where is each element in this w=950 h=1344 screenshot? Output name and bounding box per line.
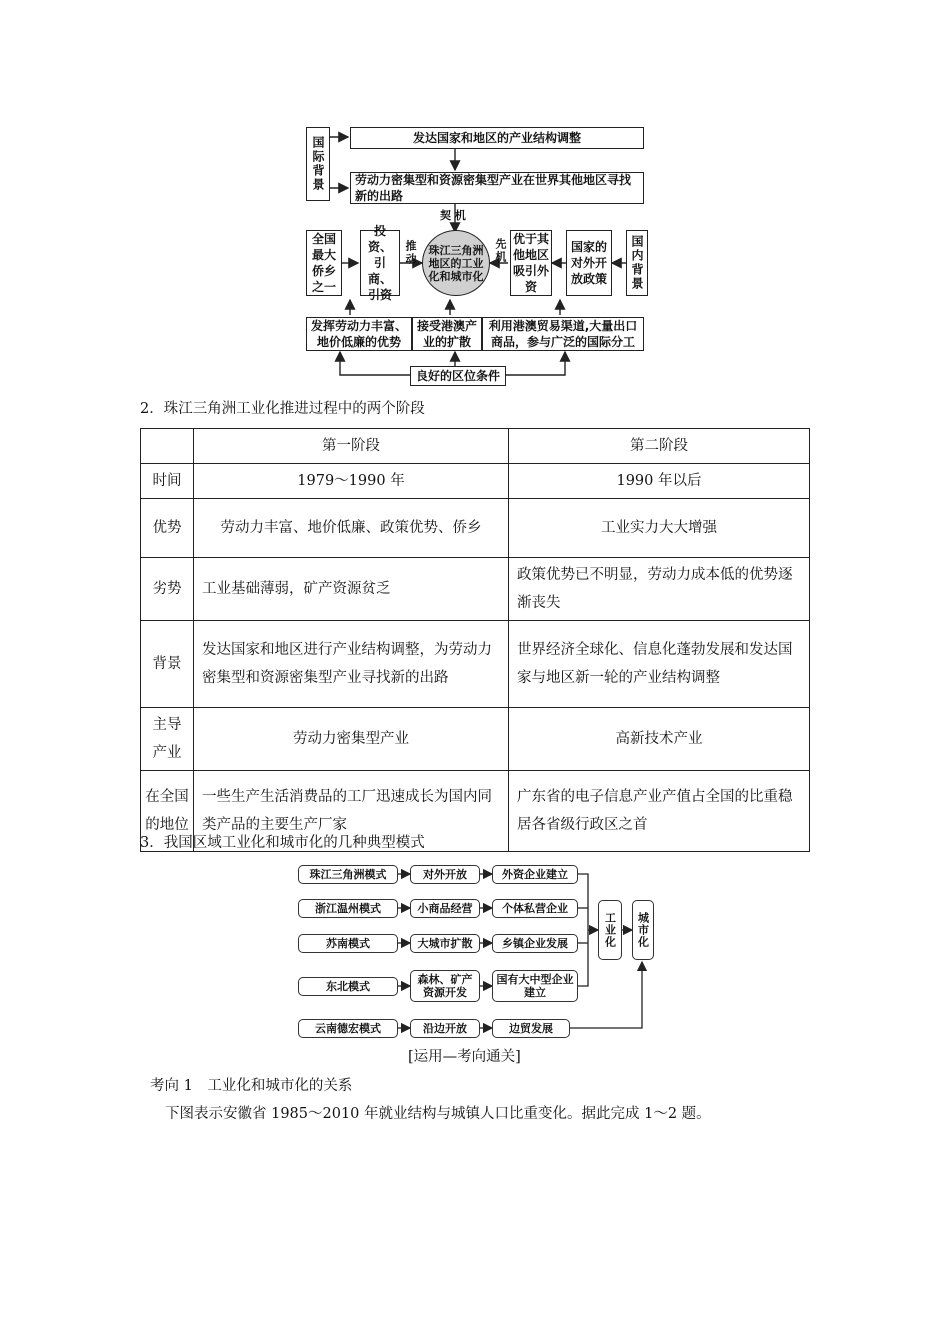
labor-advantage-label: 发挥劳动力丰富、地价低廉的优势 [310,319,407,349]
model-name-box [298,934,398,953]
stage1-cell: 发达国家和地区进行产业结构调整，为劳动力密集型和资源密集型产业寻找新的出路 [194,621,509,708]
urbanization-box [632,900,654,960]
model-result-box [492,970,578,1002]
industrial-adjustment-label: 发达国家和地区的产业结构调整 [412,131,581,145]
attract-investment-label: 优于其他地区吸引外资 [513,232,550,294]
table-header-cell: 第二阶段 [509,429,810,464]
model-result-box [492,934,578,953]
overseas-chinese-label: 全国最大侨乡之一 [311,232,336,294]
location-condition-label: 良好的区位条件 [415,369,500,383]
new-outlet-label: 劳动力密集型和资源密集型产业在世界其他地区寻找新的出路 [355,173,632,203]
row-label: 在全国的地位 [141,771,194,852]
stage2-cell: 工业实力大大增强 [509,499,810,558]
model-result-box [492,899,578,918]
trade-channel-label: 利用港澳贸易渠道,大量出口商品，参与广泛的国际分工 [488,319,638,349]
stage2-cell: 世界经济全球化、信息化蓬勃发展和发达国家与地区新一轮的产业结构调整 [509,621,810,708]
model-name: 东北模式 [326,980,370,993]
model-name-box [298,865,398,884]
model-result: 边贸发展 [509,1022,553,1035]
qiji-label: 契 机 [440,209,466,222]
model-result: 个体私营企业 [502,902,568,915]
stage2-cell: 高新技术产业 [509,708,810,771]
intl-background-label: 国际背景 [311,136,325,192]
row-label: 主导产业 [141,708,194,771]
stage1-cell: 工业基础薄弱，矿产资源贫乏 [194,558,509,621]
xianji-label: 先机 [494,238,507,264]
model-driver-box [410,934,480,953]
stage2-cell: 政策优势已不明显，劳动力成本低的优势逐渐丧失 [509,558,810,621]
model-driver: 小商品经营 [417,902,473,915]
question-intro: 下图表示安徽省 1985～2010 年就业结构与城镇人口比重变化。据此完成 1～2 题。 [165,1106,711,1122]
investment-label: 投资、引商、引资 [367,224,392,302]
section3-title: 3．我国区域工业化和城市化的几种典型模式 [140,835,425,851]
domestic-background-label: 国内背景 [630,235,644,291]
model-name: 苏南模式 [326,937,370,950]
row-label: 劣势 [141,558,194,621]
stage2-cell: 广东省的电子信息产业产值占全国的比重稳居各省级行政区之首 [509,771,810,852]
tuidong-label: 推动 [404,240,417,266]
model-result: 乡镇企业发展 [502,937,568,950]
model-driver: 大城市扩散 [417,937,473,950]
model-driver: 森林、矿产资源开发 [417,973,473,999]
model-driver: 沿边开放 [423,1022,467,1035]
model-name-box [298,899,398,918]
direction-heading: 考向 1 工业化和城市化的关系 [150,1078,353,1094]
stage1-cell: 一些生产生活消费品的工厂迅速成长为国内同类产品的主要生产厂家 [194,771,509,852]
stage1-cell: 劳动力丰富、地价低廉、政策优势、侨乡 [194,499,509,558]
industrialization-label: 工业化 [603,912,617,948]
stage1-cell: 1979～1990 年 [194,464,509,499]
model-name: 云南德宏模式 [315,1022,381,1035]
model-result: 国有大中型企业建立 [496,973,574,999]
model-name: 浙江温州模式 [315,902,381,915]
model-driver-box [410,865,480,884]
opening-policy-label: 国家的对外开放政策 [570,240,607,286]
model-result-box [492,1019,570,1038]
model-result-box [492,865,578,884]
model-name: 珠江三角洲模式 [309,868,387,881]
stage1-cell: 劳动力密集型产业 [194,708,509,771]
center-label: 珠江三角洲地区的工业化和城市化 [428,243,484,283]
row-label: 优势 [141,499,194,558]
section2-title: 2．珠江三角洲工业化推进过程中的两个阶段 [140,401,425,417]
stage2-cell: 1990 年以后 [509,464,810,499]
model-name-box [298,977,398,996]
table-header-cell: 第一阶段 [194,429,509,464]
industrialization-box [598,900,622,960]
model-result: 外资企业建立 [502,868,568,881]
row-label: 时间 [141,464,194,499]
hk-macau-diffusion-label: 接受港澳产业的扩散 [416,319,477,349]
apply-section-title: [运用—考向通关] [408,1049,521,1065]
model-driver-box [410,899,480,918]
row-label: 背景 [141,621,194,708]
model-driver-box [410,1019,480,1038]
model-name-box [298,1019,398,1038]
urbanization-label: 城市化 [636,912,650,948]
model-driver: 对外开放 [423,868,467,881]
model-driver-box [410,970,480,1002]
